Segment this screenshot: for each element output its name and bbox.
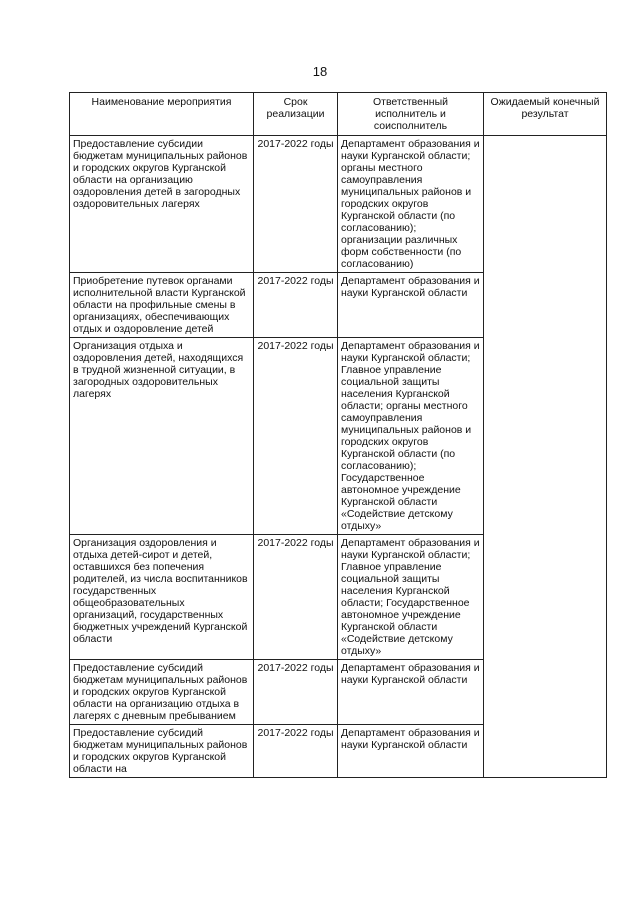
term-cell: 2017-2022 годы <box>254 273 338 338</box>
executor-cell: Департамент образования и науки Курганской области; Главное управление социальной защиты населения Курганской области; органы местного самоуправления муниципальных районов и городских округов Курганской области (по согласованию); Государственное автономное учреждение Курганской области «Содействие детскому отдыху» <box>338 338 484 535</box>
term-cell: 2017-2022 годы <box>254 535 338 660</box>
executor-cell: Департамент образования и науки Курганской области <box>338 273 484 338</box>
executor-cell: Департамент образования и науки Курганской области <box>338 660 484 725</box>
result-cell <box>484 136 607 778</box>
header-executor: Ответственный исполнитель и соисполнитель <box>338 93 484 136</box>
program-activities-table <box>69 92 607 778</box>
activity-name-cell: Организация отдыха и оздоровления детей, находящихся в трудной жизненной ситуации, в загородных оздоровительных лагерях <box>70 338 254 535</box>
activity-name-cell: Предоставление субсидий бюджетам муниципальных районов и городских округов Курганской области на организацию отдыха в лагерях с дневным пребыванием <box>70 660 254 725</box>
executor-cell: Департамент образования и науки Курганской области; Главное управление социальной защиты населения Курганской области; Государственное автономное учреждение Курганской области «Содействие детскому отдыху» <box>338 535 484 660</box>
header-result: Ожидаемый конечный результат <box>484 93 607 136</box>
table-header-row <box>70 93 607 136</box>
header-term: Срок реализации <box>254 93 338 136</box>
executor-cell: Департамент образования и науки Курганской области; органы местного самоуправления муниципальных районов и городских округов Курганской области (по согласованию); организации различных форм собственности (по согласованию) <box>338 136 484 273</box>
activity-name-cell: Организация оздоровления и отдыха детей-сирот и детей, оставшихся без попечения родителей, из числа воспитанников государственных общеобразовательных организаций, государственных бюджетных учреждений Курганской области <box>70 535 254 660</box>
header-activity-name: Наименование мероприятия <box>70 93 254 136</box>
activity-name-cell: Приобретение путевок органами исполнительной власти Курганской области на профильные смены в организациях, обеспечивающих отдых и оздоровление детей <box>70 273 254 338</box>
executor-cell: Департамент образования и науки Курганской области <box>338 725 484 778</box>
activity-name-cell: Предоставление субсидий бюджетам муниципальных районов и городских округов Курганской области на <box>70 725 254 778</box>
term-cell: 2017-2022 годы <box>254 660 338 725</box>
page-number: 18 <box>312 64 328 79</box>
table-row <box>70 136 607 273</box>
activity-name-cell: Предоставление субсидии бюджетам муниципальных районов и городских округов Курганской области на организацию оздоровления детей в загородных оздоровительных лагерях <box>70 136 254 273</box>
term-cell: 2017-2022 годы <box>254 725 338 778</box>
term-cell: 2017-2022 годы <box>254 136 338 273</box>
term-cell: 2017-2022 годы <box>254 338 338 535</box>
